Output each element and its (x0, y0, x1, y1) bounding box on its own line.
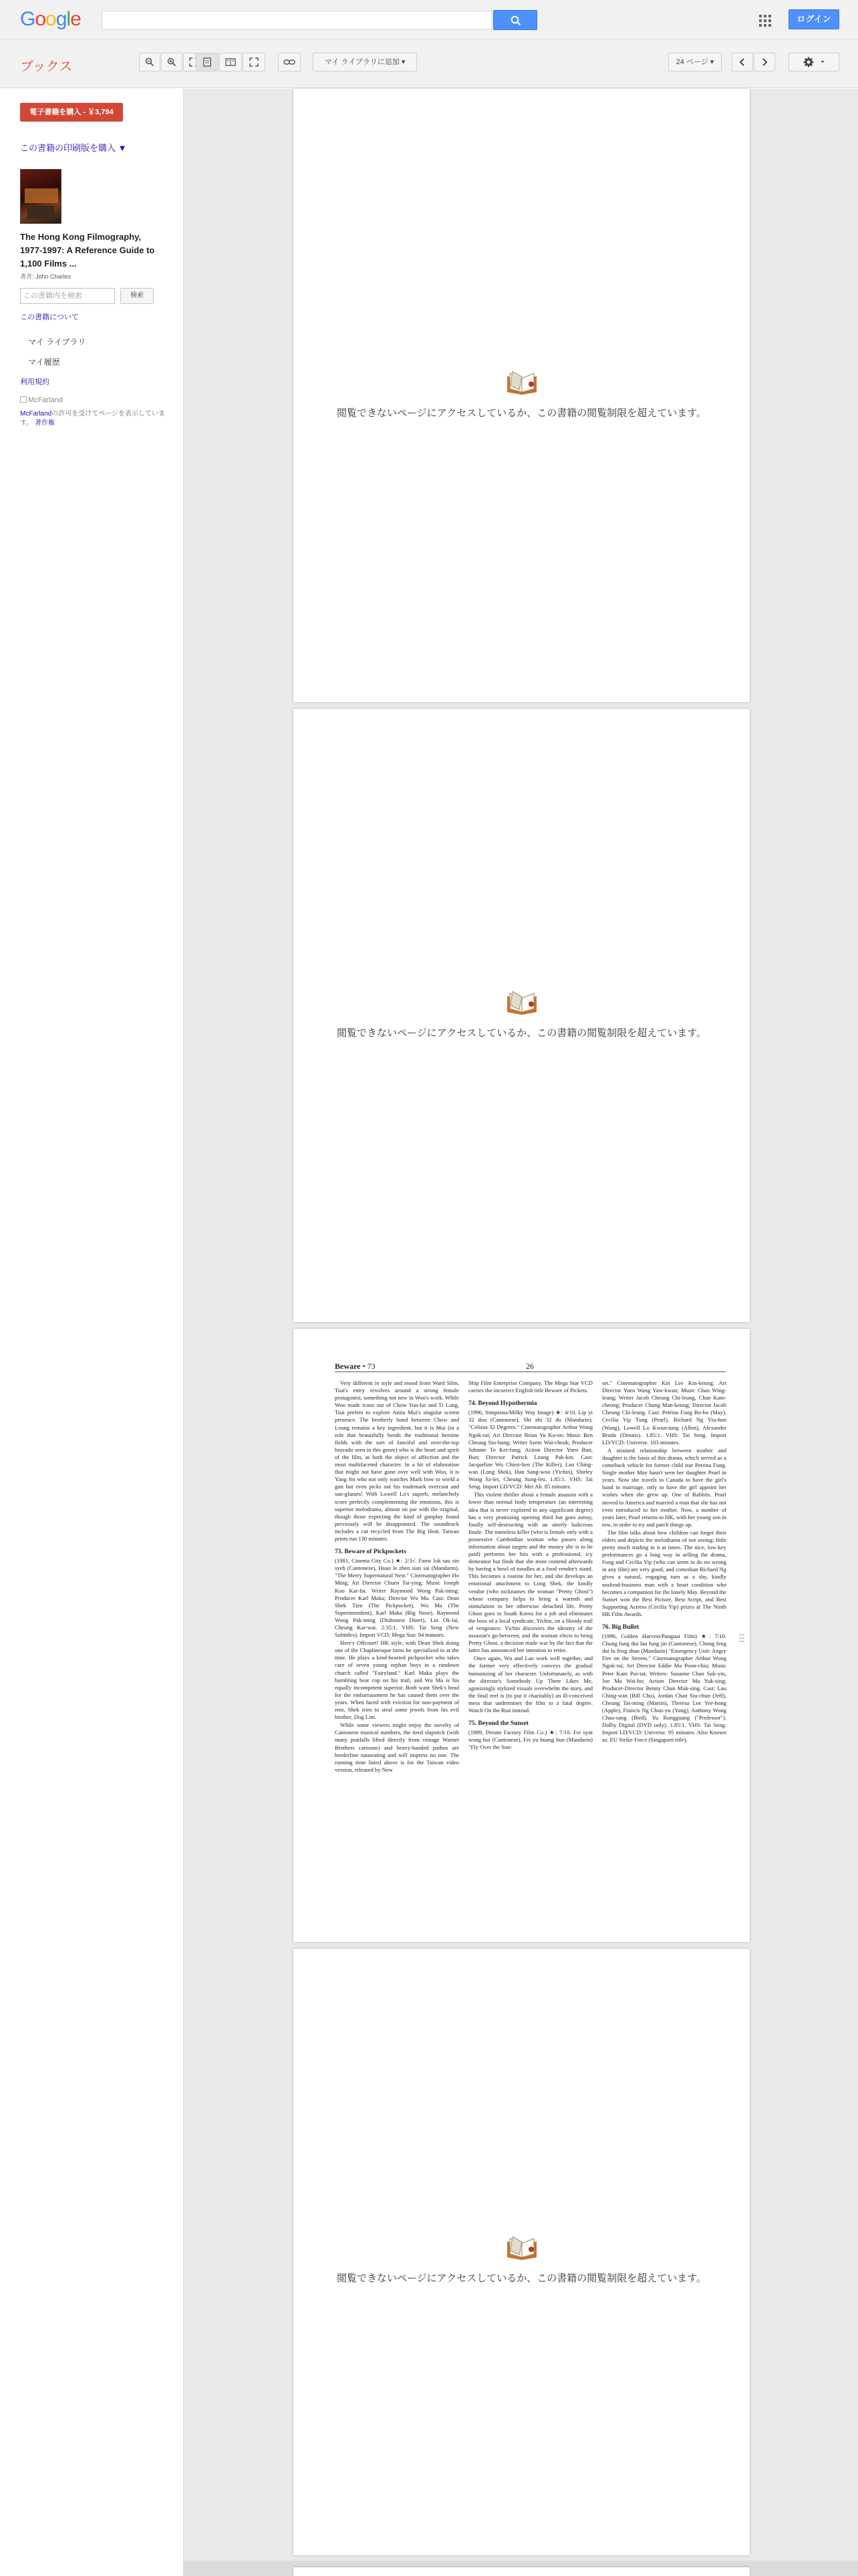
expand-view-icon (249, 57, 259, 67)
two-page-icon (225, 57, 236, 67)
add-to-library-button[interactable] (313, 53, 417, 71)
page-drag-handle[interactable] (739, 1632, 744, 1651)
entry-credits: (1996, Golden Harvest/Panguai Film) ★: 7/10. Chung fung dui lau fung jin (Cantonese), Chong feng dui lu feng zhan (Mandarin) "Emergency Unit: Angry Fire on the Streets." Cinematographer Arthur Wong Ngok-tai; Art Director Eddie Ma Poon-chiu; Music Peter Kam Pui-tat; Writers: Susanne Chan Suk-yin, Joe Ma Wai-ho; Action Director Ma Yuk-sing; Producer-Director Benny Chan Muk-sing. Cast: Lau Ching-wan (Bill Chu), Jordan Chan Siu-chun (Jeff), Cheung Tat-ming (Martin), Theresa Lee Yee-hong (Apple), Francis Ng Chun-yu (Yang), Anthony Wong Chau-sang (Bird), Yu Rongguang ("Professor"). Dolby Digital (DVD only). 1.85:1. VHS: Tai Seng. Import LD/VCD: Universe. 95 minutes. Also Known as: EU Strike Force (Singapore title). (602, 1633, 726, 1744)
page-header-left (335, 1361, 376, 1372)
page-header (335, 1361, 726, 1372)
zoom-out-button[interactable] (139, 53, 160, 71)
author-prefix: 著者: (20, 273, 34, 280)
books-title[interactable]: ブックス (20, 59, 73, 74)
publisher-logo-alt: McFarland (28, 396, 63, 404)
restricted-notice (293, 369, 750, 420)
link-icon (283, 59, 295, 65)
entry-title: 74. Beyond Hypothermia (468, 1400, 537, 1408)
open-book-icon (505, 989, 539, 1016)
chevron-down-icon: ▾ (401, 58, 406, 66)
paragraph: set." Cinematographer Kin Lee Kin-keung; Art Director Yuen Wang Yaw-kwan; Music Chan Wing-leung; Writer Jacob Cheung Chi-leung, Chan Kam-cheong; Producer Chung Man-keung; Director Jacob Cheung Chi-leung. Cast: Petrina Fung Bo-bo (May), Cecilia Yip Tung (Pearl), Richard Ng Yiu-hon (Wang), Lowell Lo Kwun-tung (Allen), Alexander Bruda (Dennis). 1.85:1. VHS: Tai Seng. Import LD/VCD: Universe. 103 minutes. (602, 1380, 726, 1446)
chevron-down-icon: ▾ (710, 58, 714, 66)
search-button[interactable] (493, 10, 537, 30)
book-viewer[interactable] (183, 89, 858, 2576)
login-button[interactable]: ログイン (789, 9, 839, 29)
left-panel (0, 89, 183, 2576)
author-line (20, 272, 71, 281)
viewer-toolbar (0, 40, 858, 88)
restricted-page (293, 1949, 750, 2555)
entry-credits: (1981, Cinema City Co.) ★: 2/3√. Fanw lok sau sin syeh (Cantonese), Huan le zhen sian sai (Mandarin). "The Merry Supernatural Nest." Cinematographer Ho Ming; Art Director Chuen Tai-ying; Music Joseph Koo Kar-fai. Writer Raymond Wong Pak-ming; Producer Karl Maka; Director Wu Ma. Cast: Dean Shek Tien (The Pickpocket), Wu Ma (The Superintendent), Karl Maka (Big Nose), Raymond Wong Pak-ming (Dishonest Diner), Lin Ok-lai, Cheung Kar-wai. 2:35:1. VHS: Tai Seng (New Subtitles). Import VCD: Mega Star. 94 minutes. (335, 1557, 459, 1639)
book-title: The Hong Kong Filmography, 1977-1997: A Reference Guide to 1,100 Films ... (20, 232, 155, 269)
text-column-2 (468, 1380, 593, 1752)
single-page-icon (203, 57, 211, 67)
google-logo[interactable] (20, 8, 81, 31)
permission-text: の許可を受けてページを表示しています。 (20, 410, 166, 427)
logo-letter: l (66, 8, 71, 30)
broken-image-icon (20, 396, 27, 403)
next-page-edge (293, 2567, 750, 2576)
nav-my-library[interactable]: マイ ライブラリ (28, 337, 86, 347)
paragraph: A strained relationship between mother and daughter is the basis of this drama, which served as a comeback vehicle for former child star Petrina Fung. Single mother May hasn't seen her daughter Pearl in years. Now she travels to Canada to have the girl's hand in marriage, only to have the girl appoint her wishes when she grew up. One of Rabbits. Pearl moved to America and married a man that she has not even introduced to her mother. Now, a number of years later, Pearl returns to HK, with her young son in tow, in order to try and patch things up. (602, 1446, 726, 1528)
entry-title: 76. Big Bullet (602, 1623, 639, 1631)
two-page-view-button[interactable] (219, 53, 242, 71)
running-head: Beware (335, 1361, 361, 1371)
buy-ebook-button[interactable]: 電子書籍を購入 - ￥3,794 (20, 103, 123, 122)
add-to-library-label: マイ ライブラリに追加 (324, 58, 400, 66)
top-bar (0, 0, 858, 40)
restricted-message: 閲覧できないページにアクセスしているか、この書籍の閲覧制限を超えています。 (336, 408, 707, 419)
gear-icon (801, 57, 827, 67)
restricted-page (293, 709, 750, 1322)
search-input[interactable] (102, 11, 492, 29)
open-book-icon (505, 369, 539, 396)
zoom-out-icon (145, 57, 154, 67)
chevron-left-icon (739, 58, 746, 66)
page-number: 73 (367, 1361, 376, 1371)
page-header-center: 26 (526, 1361, 534, 1371)
zoom-in-button[interactable] (161, 53, 182, 71)
book-search-button[interactable]: 検索 (120, 288, 154, 304)
thumbnail-view-button[interactable] (243, 53, 265, 71)
paragraph: This violent thriller about a female assassin with a lower than normal body temperature (an interesting idea that is never explored to any significant degree) has a very promising opening third but goes astray, finally self-destructing with an utterly ludicrous finale. The nameless killer (who is female only with a possessive Cambodian woman who passes along information about targets and the money she is to be paid) performs her hits with a professional, icy demeanor but finds that she must contend afterwards by having a bowl of noodles at a food vendor's stand. This becomes a routine for her, and she develops an emotional attachment to Long Shek, the kindly vendor (who nicknames the woman "Pretty Ghost") whose company helps to bring a warmth and stimulation to her otherwise detached life. Pretty Ghost goes to South Korea for a job and eliminates the boss of a local syndicate, Yichin, on a bloody trail of vengeance. Yichin discovers the identity of the assassin's go-between, and the woman elects to bring Pretty Ghost, a decision made war by the fact that the latter has announced her intention to retire. (468, 1491, 593, 1654)
copyright-link[interactable]: 著作権 (34, 420, 55, 427)
entry-title: 73. Beware of Pickpockets (335, 1548, 406, 1556)
about-book-link[interactable]: この書籍について (20, 313, 79, 321)
previous-page-button[interactable] (732, 53, 753, 71)
zoom-in-icon (167, 57, 176, 67)
restricted-notice (293, 2235, 750, 2285)
settings-button[interactable] (789, 53, 839, 71)
publisher-permission-text (20, 410, 170, 428)
text-column-3 (602, 1380, 726, 1745)
page-count-label: 24 ページ (676, 58, 708, 66)
logo-letter: e (70, 8, 81, 30)
buy-print-copy-link[interactable]: この書籍の印刷版を購入 ▼ (20, 143, 127, 153)
logo-letter: o (35, 8, 46, 30)
book-page (293, 1329, 750, 1942)
bullet-separator: • (362, 1361, 366, 1371)
paragraph: Here's Offcourt! HK style, with Dean Shek doing one of the Chaplinesque turns he specialized in at the time. He plays a kind-hearted pickpocket who takes care of seven young orphan boys in a rundown church called "Fairyland." Karl Maka plays the bumbling beat cop on his trail, and Wu Ma is his equally incompetent superior. Both want Shek's head for the embarrassment he has caused them over the years. When faced with eviction for non-payment of rent, Shek tries to steal some jewels from his evil brother, Dog Lim. (335, 1639, 459, 1721)
restricted-message: 閲覧できないページにアクセスしているか、この書籍の閲覧制限を超えています。 (336, 2273, 707, 2284)
terms-link[interactable]: 利用規約 (20, 378, 49, 386)
book-cover-image[interactable] (20, 169, 61, 224)
entry-credits: (1989, Dream Factory Film Co.) ★: 7/10. Fei syut wong hoi (Cantonese), Fei yu huang hun (Mandarin) "Fly Over the Sun- (468, 1729, 593, 1751)
logo-letter: o (45, 8, 56, 30)
logo-letter: G (20, 8, 35, 30)
paragraph: Once again, Wu and Lau work well together, and the former very effectively conveys the gradual humanizing of her character. Unfortunately, as with the director's Somebody Up There Likes Me, agonizingly stylized visuals overwhelm the story, and the final reel is (to put it charitably) an ill-conceived mess that undermines the film to a fatal degree. Watch On the Run instead. (468, 1655, 593, 1714)
entry-credits: (1996, Simpsons/Milky Way Image) ★: 4/10. Lip yi 32 dou (Cantonese), Shi zhi 32 du (Mandarin). "Celsius 32 Degrees." Cinematographer Arthur Wong Ngok-tai; Art Director Brian Yu Ka-on; Music Ben Cheung Siu-hung; Writer Szeto Wai-cheuk; Producer Johnnie To Kei-fung; Action Director Yuen Bun, Bun; Director Patrick Leung Pak-kin. Cast: Jacqueline Wu Chien-lien (The Killer), Lau Ching-wan (Long Shek), Han Sang-woo (Yichin), Shirley Wong Sz-lei, Cheung Sung-leu. 1.85:1. VHS: Tai Seng. Import LD/VCD: Mei Ah. 85 minutes. (468, 1409, 593, 1490)
restricted-page (293, 89, 750, 702)
search-icon (511, 15, 521, 26)
page-selector[interactable] (668, 53, 722, 71)
text-column-1 (335, 1380, 459, 1774)
author-name[interactable]: John Charles (35, 273, 72, 280)
single-page-view-button[interactable] (196, 53, 219, 71)
open-book-icon (505, 2235, 539, 2261)
restricted-message: 閲覧できないページにアクセスしているか、この書籍の閲覧制限を超えています。 (336, 1027, 707, 1039)
entry-title: 75. Beyond the Sunset (468, 1720, 529, 1728)
paragraph: While some viewers might enjoy the novelty of Cantonese musical numbers, the tired slapstick (with many pratfalls lifted directly from vintage Warner Brothers cartoons) and heavy-handed pathos are borderline nauseating and will impress no one. The running time listed above is for the Taiwan video version, released by New (335, 1722, 459, 1773)
next-page-button[interactable] (754, 53, 775, 71)
paragraph: The film talks about how children can forget their elders and depicts the melodrama of not seeing; little pretty much trading in it at times. The nice, low-key performances go a long way in selling the drama, Fung and Cecilia Yip (who can seem to do no wrong in any film) are very good, and comedian Richard Ng gives a natural, engaging turn as a shy, kindly seafood-business man with a heart condition who becomes a companion for the lonely May. Beyond the Sunset won the Best Picture, Best Script, and Best Supporting Actress (Cecilia Yip) prizes at The Ninth HK Film Awards. (602, 1528, 726, 1617)
link-button[interactable] (278, 53, 301, 71)
paragraph: Very different in style and mood from Ward Silm, Tsui's entry revolves around a strong female protagonist, something not new in Woo's work. While Woo made icons out of Chow Yun-fat and Ti Lung, Tsui prefers to explore Anita Mui's singular screen presence. The brotherly bond between Chow and Leung remains a key ingredient, but it is Mui (in a role that beautifully bends the traditional heroine fields with the sort of fanciful and over-the-top bravado seen in this genre) who is the heart and spirit of the film, as both the object of affection and the most multifaceted character. In a bit of elaboration that might not have gone over well with Woo, it is Yang Jin who not only watches Mark bow to wield a gun but even picks out his trademark overcoat and sun-glasses! With Lowell Lo's superb, melancholy score perfectly complementing the emotions, this is superior melodrama, almost on par with the original, though those expecting the kind of gunplay found previously will be disappointed. The soundtrack includes a cut recycled from The Big Heat. Taiwan prints run 130 minutes. (335, 1380, 459, 1542)
nav-my-history[interactable]: マイ履歴 (28, 357, 60, 367)
publisher-link[interactable]: McFarland (20, 410, 52, 418)
paragraph: Ship Film Enterprise Company. The Mega Star VCD carries the incorrect English title Beware of Pickets. (468, 1380, 593, 1394)
chevron-right-icon (761, 58, 768, 66)
restricted-notice (293, 989, 750, 1039)
publisher-logo[interactable] (20, 396, 63, 404)
logo-letter: g (55, 8, 67, 30)
book-search-input[interactable]: この書籍内を検索 (20, 288, 115, 304)
apps-grid-icon[interactable] (759, 15, 771, 27)
